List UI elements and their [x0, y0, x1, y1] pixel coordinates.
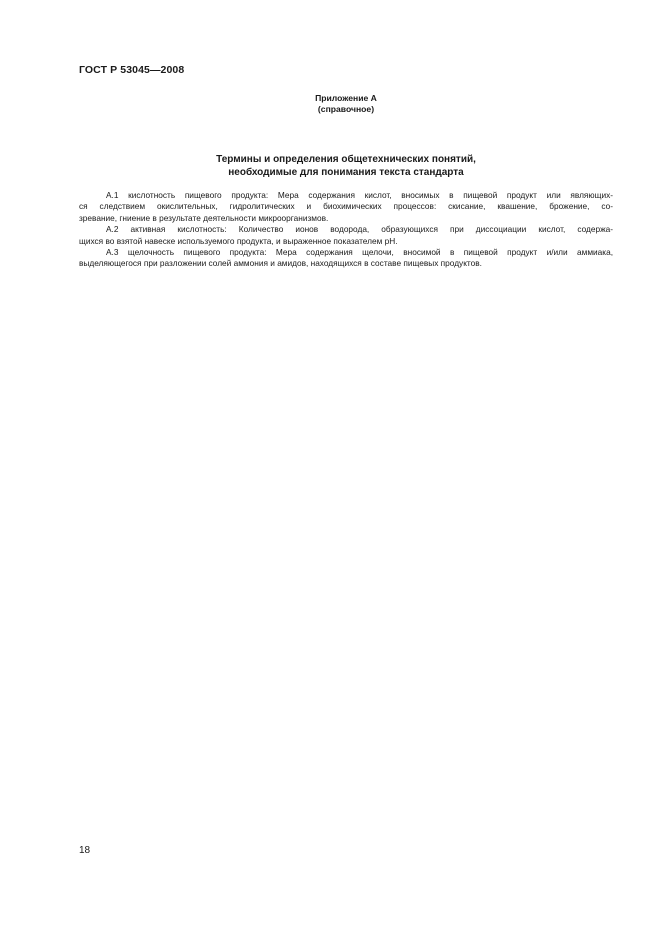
definition-line: зревание, гниение в результате деятельности микроорганизмов.: [79, 212, 329, 223]
document-code: ГОСТ Р 53045—2008: [79, 64, 185, 76]
definition-a3: [79, 247, 613, 270]
definition-line: А.2 активная кислотность: Количество ионов водорода, образующихся при диссоциации кислот, содержа-: [106, 224, 613, 235]
definition-line: ся следствием окислительных, гидролитических и биохимических процессов: скисание, квашение, брожение, со-: [79, 201, 613, 212]
definition-line: выделяющегося при разложении солей аммония и амидов, находящихся в составе пищевых продуктов.: [79, 258, 482, 269]
page-number: 18: [79, 845, 91, 856]
section-title-line-2: необходимые для понимания текста стандарта: [228, 167, 464, 178]
section-title-line-1: Термины и определения общетехнических понятий,: [216, 154, 476, 165]
appendix-type: (справочное): [317, 104, 375, 114]
definition-line: А.3 щелочность пищевого продукта: Мера содержания щелочи, вносимой в пищевой продукт и/или аммиака,: [106, 247, 613, 258]
appendix-header: [79, 93, 613, 115]
definitions-list: [79, 190, 613, 270]
section-title: [79, 153, 613, 179]
definition-line: А.1 кислотность пищевого продукта: Мера содержания кислот, вносимых в пищевой продукт или являющих-: [106, 190, 613, 200]
appendix-label: Приложение А: [315, 93, 377, 103]
definition-a1: [79, 190, 613, 224]
definition-line: щихся во взятой навеске используемого продукта, и выраженное показателем pH.: [79, 235, 398, 246]
definition-a2: [79, 224, 613, 247]
